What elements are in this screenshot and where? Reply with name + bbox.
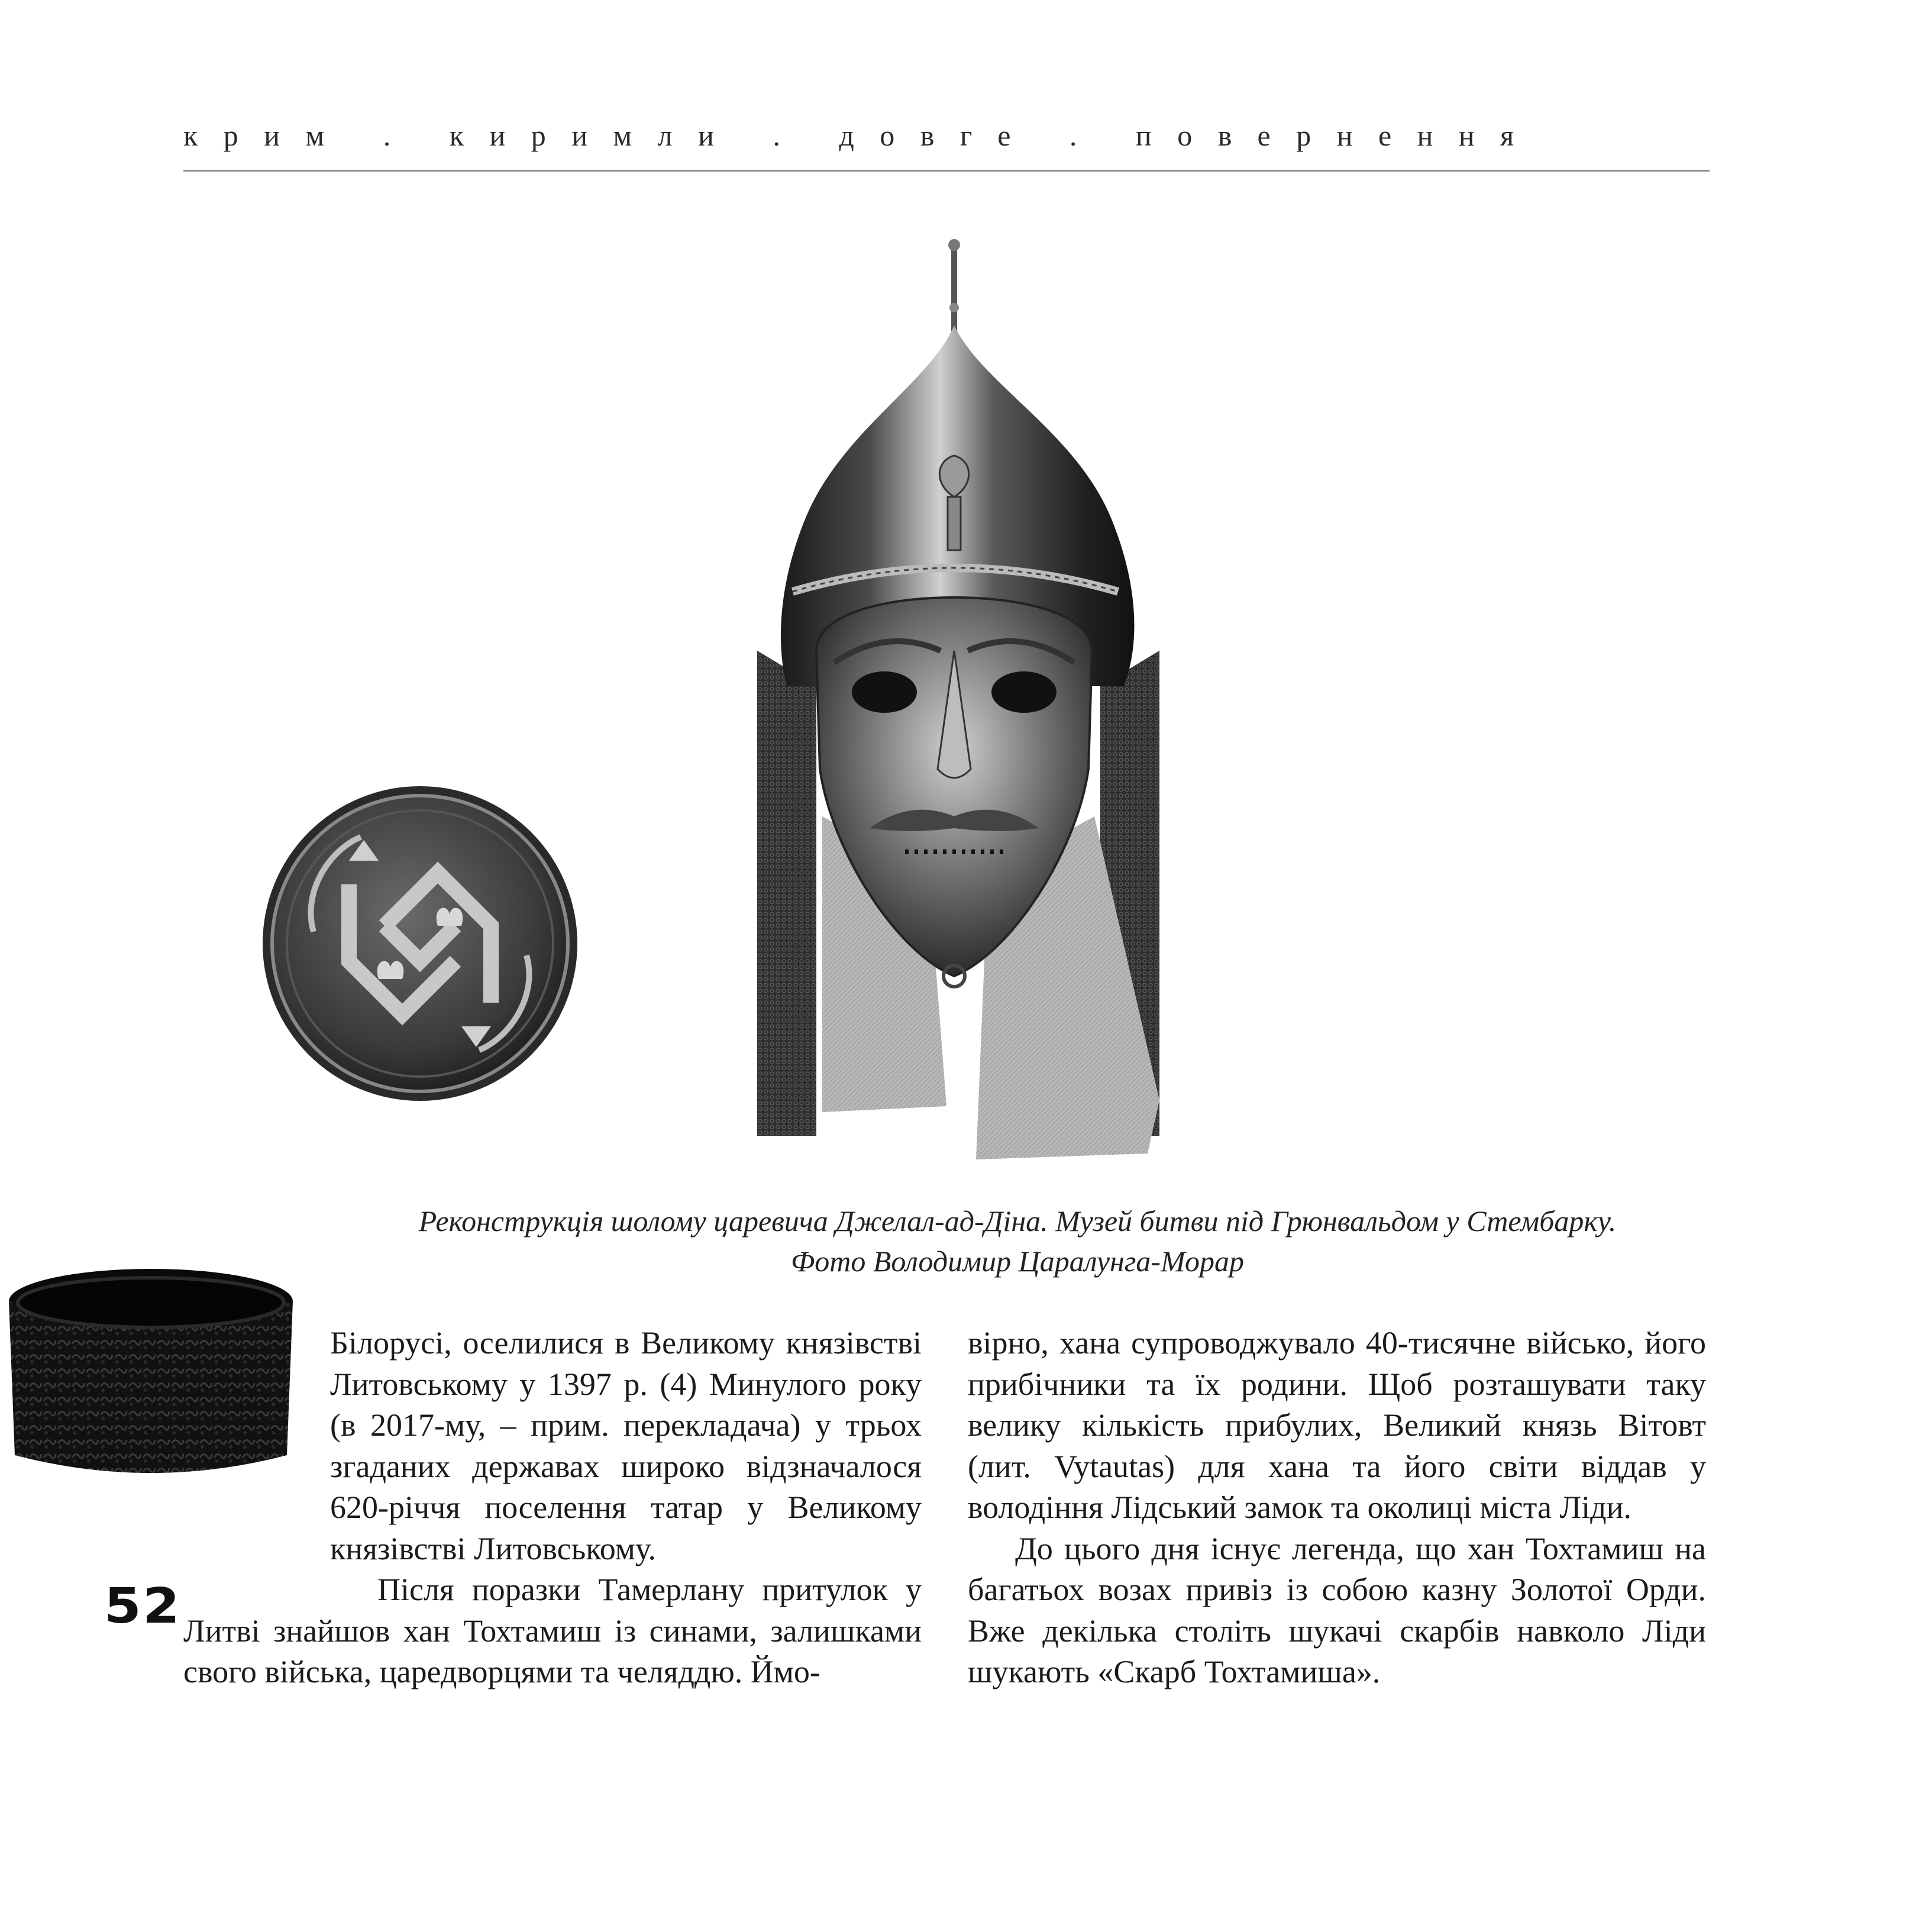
header-rule [183,170,1710,172]
left-paragraph-2: Після поразки Тамерлану притулок у Литві знайшов хан Тохтамиш із синами, залишками свого війська, царедворцями та челяддю. Ймо- [183,1572,922,1689]
running-title: крим . киримли . довге . повернення [183,119,1540,152]
helmet-image [734,237,1183,1183]
medallion-image [260,784,580,1103]
caption-line-1: Реконструкція шолому царевича Джелал-ад-Діна. Музей битви під Грюнвальдом у Стембарку. [418,1204,1617,1238]
right-column [968,1323,1706,1693]
left-paragraph-1: Білорусі, оселилися в Великому князівстві Литовському у 1397 р. (4) Минулого року (в 2017-му, – прим. перекладача) у трьох згаданих державах широко відзначалося 620-річчя поселення татар у Великому князівстві Литовському. [330,1325,922,1566]
left-column [183,1323,922,1693]
right-paragraph-1: вірно, хана супроводжувало 40-тисячне військо, його прибічники та їх родини. Щоб розташувати таку велику кількість прибулих, Великий князь Вітовт (лит. Vytautas) для хана та його світи віддав у володіння Лідський замок та околиці міста Ліди. [968,1325,1706,1525]
figure-caption [331,1201,1704,1281]
caption-line-2: Фото Володимир Царалунга-Морар [791,1245,1244,1278]
right-paragraph-2: До цього дня існує легенда, що хан Тохтамиш на багатьох возах привіз із собою казну Золотої Орди. Вже декілька століть шукачі скарбів навколо Ліди шукають «Скарб Тохтамиша». [968,1530,1706,1689]
page-number: 52 [104,1578,181,1634]
image-wrap-spacer [183,1323,330,1610]
